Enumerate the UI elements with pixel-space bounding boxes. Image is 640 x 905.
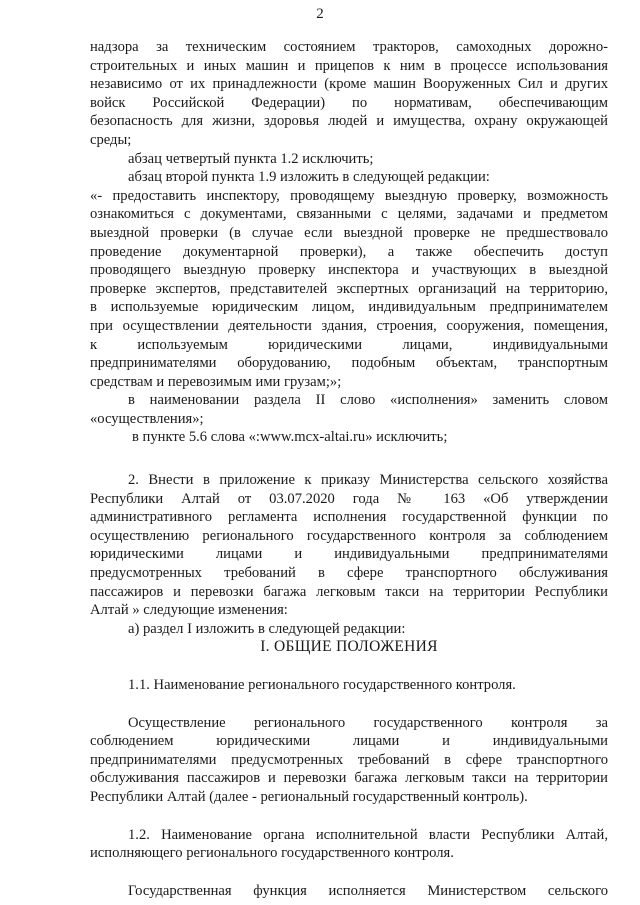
text-line: пассажиров и перевозки багажа легковым такси на территории Республики: [90, 583, 608, 600]
text-line: независимо от их принадлежности (кроме машин Вооруженных Сил и других: [90, 76, 608, 93]
text-line: строительных и иных машин и прицепов к ним в процессе использования: [90, 57, 608, 74]
text-line: средствам и перевозимым ими грузам;»;: [90, 373, 342, 390]
text-line: осуществлению регионального государственного контроля за соблюдением: [90, 527, 608, 544]
text-line: среды;: [90, 131, 132, 148]
text-line: Республики Алтай (далее - региональный государственный контроль).: [90, 788, 528, 805]
text-line: надзора за техническим состоянием тракторов, самоходных дорожно-: [90, 39, 608, 55]
text-line: а) раздел I изложить в следующей редакции:: [128, 620, 406, 637]
text-line: юридическими лицами и индивидуальными предпринимателями: [90, 546, 608, 563]
page-number: 2: [316, 6, 324, 22]
text-line: Осуществление регионального государственного контроля за: [128, 714, 608, 731]
text-line: исполняющего регионального государственного контроля.: [90, 845, 454, 862]
document-body: [90, 38, 608, 900]
text-line: 2. Внести в приложение к приказу Министерства сельского хозяйства: [128, 472, 608, 489]
text-line: предпринимателями оборудованию, подобным объектам, транспортным: [90, 355, 608, 372]
text-line: безопасность для жизни, здоровья людей и имущества, охрану окружающей: [90, 113, 608, 130]
text-line: абзац четвертый пункта 1.2 исключить;: [128, 150, 374, 167]
text-line: проведение документарной проверки), а также обеспечить доступ: [90, 243, 608, 260]
text-line: ознакомиться с документами, связанными с целями, задачами и предметом: [90, 206, 608, 223]
text-line: 1.1. Наименование регионального государственного контроля.: [128, 677, 516, 693]
text-line: войск Российской Федерации) по нормативам, обеспечивающим: [90, 94, 608, 111]
text-line: административного регламента исполнения государственной функции по: [90, 509, 608, 526]
text-line: проводящего выездную проверку инспектора и участвующих в выездной: [90, 262, 608, 279]
text-line: к используемым юридическими лицами, индивидуальными: [90, 336, 608, 353]
section-heading: I. ОБЩИЕ ПОЛОЖЕНИЯ: [260, 638, 438, 656]
text-line: Алтай » следующие изменения:: [90, 602, 288, 619]
text-line: обслуживания пассажиров и перевозки багажа легковым такси на территории: [90, 770, 608, 787]
text-line: проверке экспертов, представителей экспертных организаций на территорию,: [90, 280, 608, 297]
text-line: выездной проверки (в случае если выездной проверке не предшествовало: [90, 224, 608, 241]
text-line: «осуществления»;: [90, 410, 204, 427]
text-line: Государственная функция исполняется Министерством сельского: [128, 882, 608, 899]
text-line: предусмотренных требований в сфере транспортного обслуживания: [90, 565, 608, 582]
text-line: «- предоставить инспектору, проводящему выездную проверку, возможность: [90, 187, 608, 204]
text-line: 1.2. Наименование органа исполнительной власти Республики Алтай,: [128, 826, 608, 843]
text-line: соблюдением юридическими лицами и индивидуальными: [90, 733, 608, 750]
text-line: Республики Алтай от 03.07.2020 года № 163 «Об утверждении: [90, 490, 608, 507]
text-line: при осуществлении деятельности здания, строения, сооружения, помещения,: [90, 317, 608, 334]
text-line: абзац второй пункта 1.9 изложить в следующей редакции:: [128, 169, 490, 186]
text-line: в используемые юридическим лицом, индивидуальным предпринимателем: [90, 299, 608, 316]
text-line: в наименовании раздела II слово «исполнения» заменить словом: [128, 392, 608, 409]
text-line: в пункте 5.6 слова «:www.mcx-altai.ru» исключить;: [132, 429, 448, 446]
text-line: предпринимателями предусмотренных требований в сфере транспортного: [90, 751, 608, 768]
